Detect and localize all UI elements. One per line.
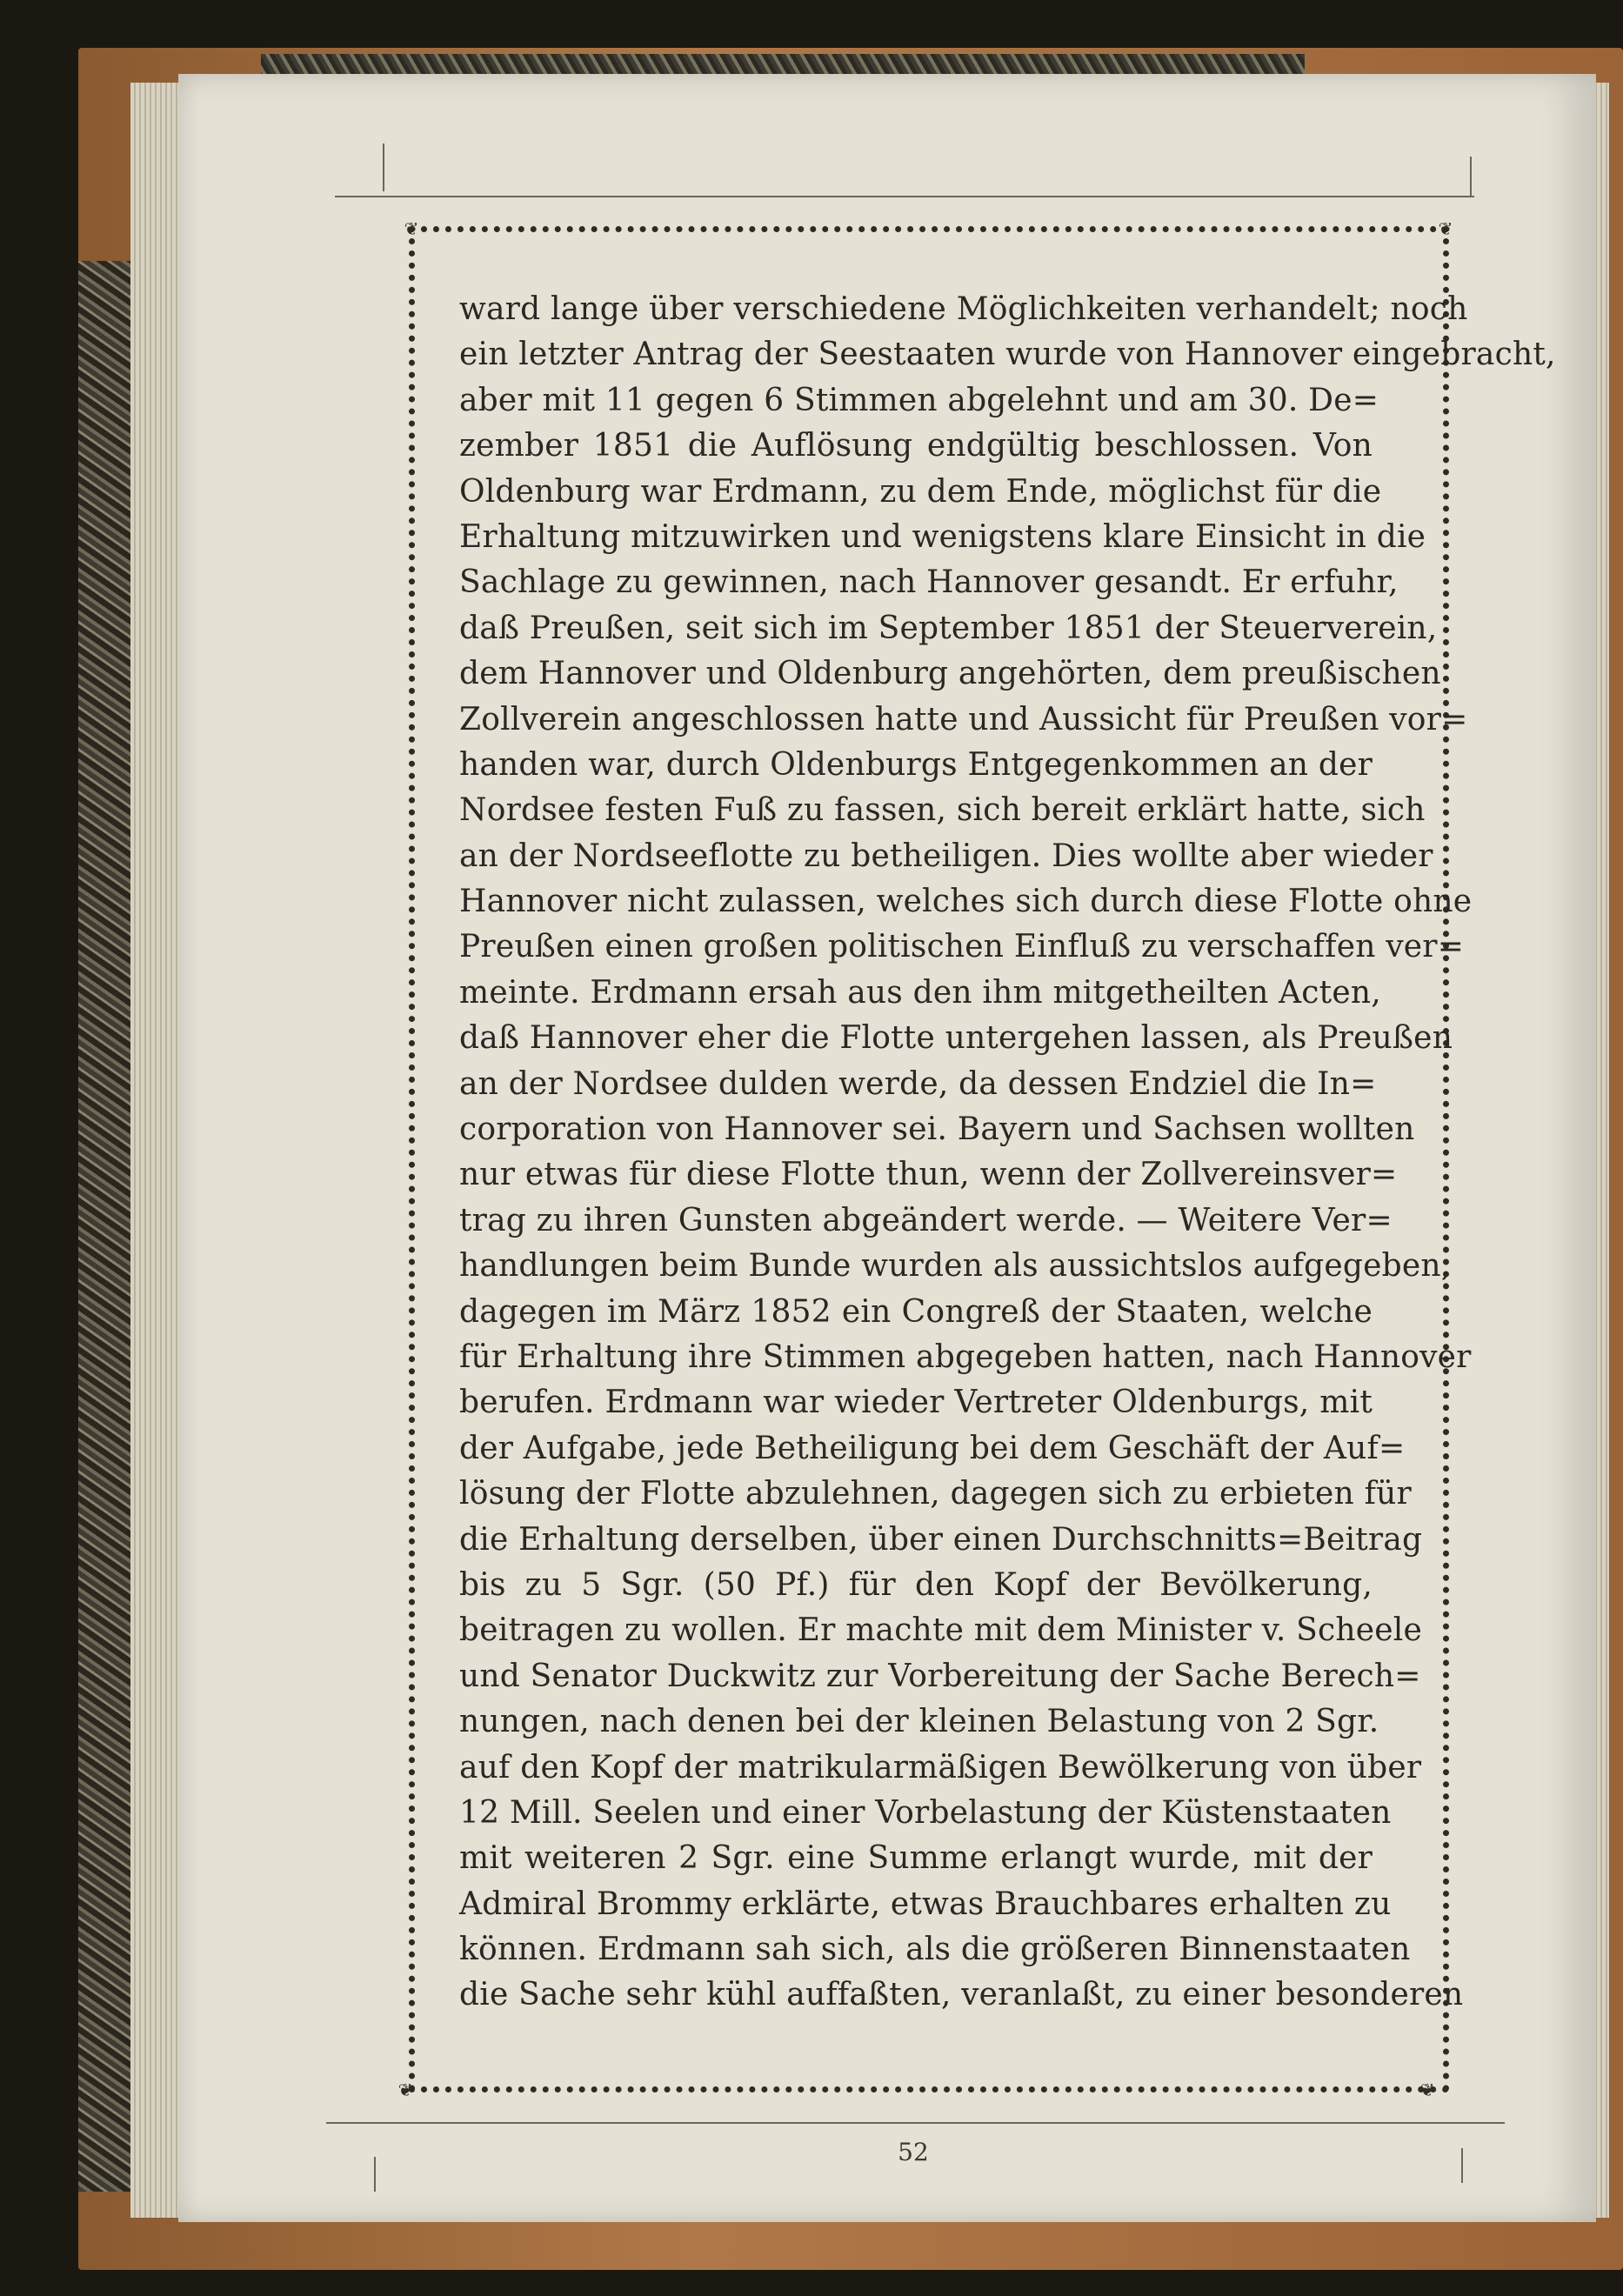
frame-corner-ornament-icon: ❦ (397, 2079, 413, 2100)
frame-corner-ornament-icon: ❦ (1438, 218, 1453, 239)
text-line: beitragen zu wollen. Er machte mit dem Minister v. Scheele (459, 1612, 1423, 1649)
text-line: Zollverein angeschlossen hatte und Aussicht für Preußen vor= (459, 701, 1468, 738)
text-line: corporation von Hannover sei. Bayern und Sachsen wollten (459, 1111, 1415, 1148)
text-line: bis zu 5 Sgr. (50 Pf.) für den Kopf der Bevölkerung, (459, 1566, 1373, 1603)
text-line: mit weiteren 2 Sgr. eine Summe erlangt wurde, mit der (459, 1840, 1373, 1877)
text-line: Hannover nicht zulassen, welches sich durch diese Flotte ohne (459, 884, 1473, 920)
text-line: Erhaltung mitzuwirken und wenigstens klare Einsicht in die (459, 518, 1426, 555)
text-line: zember 1851 die Auflösung endgültig beschlossen. Von (459, 428, 1373, 464)
body-text (459, 287, 1556, 2019)
frame-corner-ornament-icon: ❦ (1419, 2079, 1435, 2100)
text-line: für Erhaltung ihre Stimmen abgegeben hatten, nach Hannover (459, 1338, 1472, 1375)
text-line: ein letzter Antrag der Seestaaten wurde von Hannover eingebracht, (459, 337, 1556, 373)
text-line: können. Erdmann sah sich, als die größeren Binnenstaaten (459, 1932, 1411, 1968)
text-line: dem Hannover und Oldenburg angehörten, dem preußischen (459, 656, 1441, 692)
text-line: handlungen beim Bunde wurden als aussichtslos aufgegeben, (459, 1248, 1452, 1285)
text-line: Nordsee festen Fuß zu fassen, sich bereit erklärt hatte, sich (459, 792, 1426, 829)
text-line: Preußen einen großen politischen Einfluß zu verschaffen ver= (459, 929, 1465, 965)
text-line: handen war, durch Oldenburgs Entgegenkommen an der (459, 746, 1373, 783)
text-line: berufen. Erdmann war wieder Vertreter Oldenburgs, mit (459, 1385, 1373, 1421)
footer-margin-mark-left (374, 2157, 376, 2192)
text-line: Sachlage zu gewinnen, nach Hannover gesandt. Er erfuhr, (459, 564, 1399, 601)
footer-rule (326, 2122, 1505, 2124)
page-number: 52 (898, 2138, 929, 2166)
text-line: die Erhaltung derselben, über einen Durchschnitts=Beitrag (459, 1521, 1423, 1558)
text-line: lösung der Flotte abzulehnen, dagegen sich zu erbieten für (459, 1476, 1412, 1512)
text-line: die Sache sehr kühl auffaßten, veranlaßt, zu einer besonderen (459, 1977, 1464, 2013)
footer-margin-mark-right (1461, 2148, 1463, 2183)
text-line: auf den Kopf der matrikularmäßigen Bewölkerung von über (459, 1749, 1422, 1785)
text-line: und Senator Duckwitz zur Vorbereitung der Sache Berech= (459, 1658, 1421, 1694)
text-line: an der Nordseeflotte zu betheiligen. Dies wollte aber wieder (459, 838, 1433, 874)
text-line: Admiral Brommy erklärte, etwas Brauchbares erhalten zu (459, 1886, 1392, 1922)
header-margin-mark-left (383, 144, 384, 191)
text-line: ward lange über verschiedene Möglichkeiten verhandelt; noch (459, 291, 1468, 327)
text-line: trag zu ihren Gunsten abgeändert werde. — Weitere Ver= (459, 1202, 1393, 1238)
text-line: der Aufgabe, jede Betheiligung bei dem Geschäft der Auf= (459, 1430, 1406, 1466)
text-line: nungen, nach denen bei der kleinen Belastung von 2 Sgr. (459, 1704, 1379, 1740)
text-line: Oldenburg war Erdmann, zu dem Ende, möglichst für die (459, 473, 1382, 510)
header-rule (335, 196, 1474, 197)
text-line: meinte. Erdmann ersah aus den ihm mitgetheilten Acten, (459, 974, 1381, 1011)
header-margin-mark-right (1470, 157, 1472, 196)
text-line: daß Hannover eher die Flotte untergehen lassen, als Preußen (459, 1020, 1453, 1057)
frame-corner-ornament-icon: ❦ (404, 218, 419, 239)
text-line: an der Nordsee dulden werde, da dessen Endziel die In= (459, 1065, 1377, 1102)
text-line: 12 Mill. Seelen und einer Vorbelastung der Küstenstaaten (459, 1794, 1392, 1831)
text-line: nur etwas für diese Flotte thun, wenn der Zollvereinsver= (459, 1157, 1398, 1193)
text-line: daß Preußen, seit sich im September 1851 der Steuerverein, (459, 610, 1438, 646)
text-line: aber mit 11 gegen 6 Stimmen abgelehnt und am 30. De= (459, 382, 1379, 418)
text-line: dagegen im März 1852 ein Congreß der Staaten, welche (459, 1293, 1373, 1330)
